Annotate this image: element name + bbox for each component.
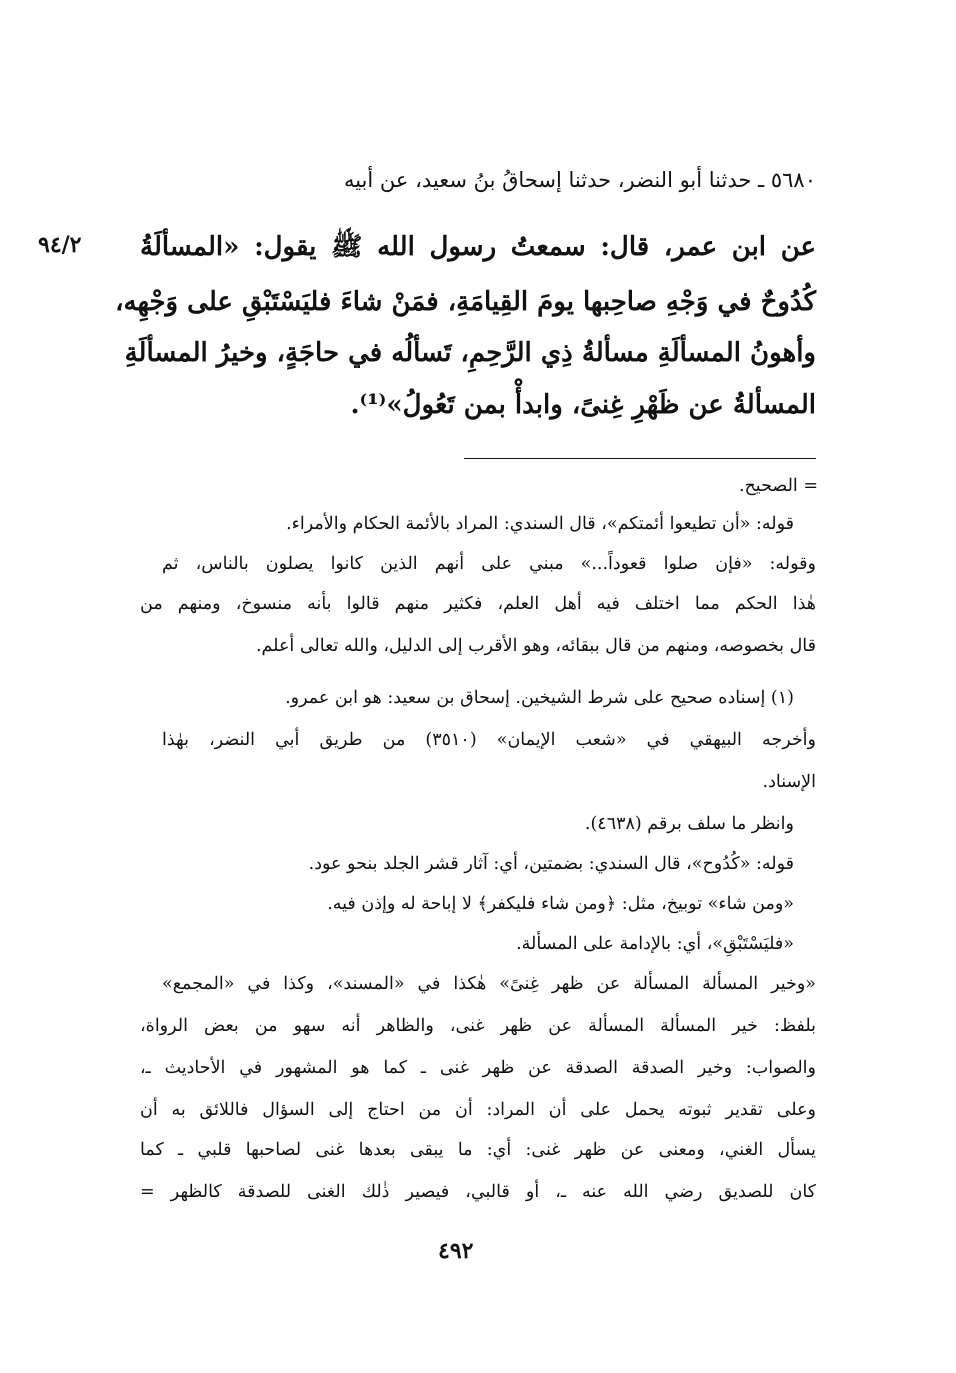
footnote-continued-line-3: وقوله: «فإن صلوا قعوداً...» مبني على أنهم الذين كانوا يصلون بالناس، ثم <box>162 554 816 574</box>
footnote-1-line-1: (١) إسناده صحيح على شرط الشيخين. إسحاق بن سعيد: هو ابن عمرو. <box>285 688 794 708</box>
footnote-1-line-3: الإسناد. <box>762 772 816 792</box>
footnote-continued-line-1: = الصحيح. <box>738 476 818 496</box>
footnote-separator <box>464 458 816 459</box>
footnote-1-line-11: وعلى تقدير ثبوته يحمل على أن المراد: أن من احتاج إلى السؤال فاللائق به أن <box>140 1100 816 1120</box>
footnote-1-line-7: «فليَسْتَبْقِ»، أي: بالإدامة على المسألة. <box>516 934 794 954</box>
footnote-1-line-13: كان للصديق رضي الله عنه ـ، أو قالبي، فيصير ذٰلك الغنى للصدقة كالظهر = <box>140 1182 816 1202</box>
footnote-1-line-9: بلفظ: خير المسألة المسألة عن ظهر غنى، والظاهر أنه سهو من بعض الرواة، <box>140 1016 816 1036</box>
footnote-1-line-4: وانظر ما سلف برقم (٤٦٣٨). <box>584 814 794 834</box>
hadith-line-5: المسألةُ عن ظَهْرِ غِنىً، وابدأْ بمن تَعُولُ»⁽¹⁾. <box>350 390 816 420</box>
footnote-1-line-12: يسأل الغني، ومعنى عن ظهر غنى: أي: ما يبقى بعدها غنى لصاحبها قلبي ـ كما <box>140 1140 816 1160</box>
footnote-1-line-2: وأخرجه البيهقي في «شعب الإيمان» (٣٥١٠) من طريق أبي النضر، بهٰذا <box>162 730 816 750</box>
footnote-1-line-10: والصواب: وخير الصدقة الصدقة عن ظهر غنى ـ كما هو المشهور في الأحاديث ـ، <box>140 1058 816 1078</box>
footnote-continued-line-2: قوله: «أن تطيعوا أئمتكم»، قال السندي: المراد بالأئمة الحكام والأمراء. <box>286 514 794 534</box>
footnote-continued-line-4: هٰذا الحكم مما اختلف فيه أهل العلم، فكثير منهم قالوا بأنه منسوخ، ومنهم من <box>140 594 816 614</box>
hadith-line-2: عن ابن عمر، قال: سمعتُ رسول الله ﷺ يقول: «المسألَةُ <box>140 232 816 262</box>
footnote-1-line-8: «وخير المسألة المسألة عن ظهر غِنىً» هٰكذا في «المسند»، وكذا في «المجمع» <box>162 974 816 994</box>
hadith-line-4: وأهونُ المسألَةِ مسألةُ ذِي الرَّحِمِ، تَسألُه في حاجَةٍ، وخيرُ المسألَةِ <box>124 338 816 368</box>
page-number: ٤٩٢ <box>438 1238 474 1264</box>
footnote-1-line-5: قوله: «كُدُوح»، قال السندي: بضمتين، أي: آثار قشر الجلد بنحو عود. <box>308 854 794 874</box>
hadith-line-3: كُدُوحٌ في وَجْهِ صاحِبها يومَ القِيامَةِ، فمَنْ شاءَ فليَسْتَبْقِ على وَجْهِه، <box>115 287 816 317</box>
footnote-continued-line-5: قال بخصوصه، ومنهم من قال ببقائه، وهو الأقرب إلى الدليل، والله تعالى أعلم. <box>255 636 816 656</box>
footnote-1-line-6: «ومن شاء» توبيخ، مثل: ﴿ومن شاء فليكفر﴾ لا إباحة له وإذن فيه. <box>327 894 794 914</box>
margin-reference: ٩٤/٢ <box>38 232 82 258</box>
hadith-line-1: ٥٦٨٠ ـ حدثنا أبو النضر، حدثنا إسحاقُ بنُ سعيد، عن أبيه <box>343 168 816 192</box>
